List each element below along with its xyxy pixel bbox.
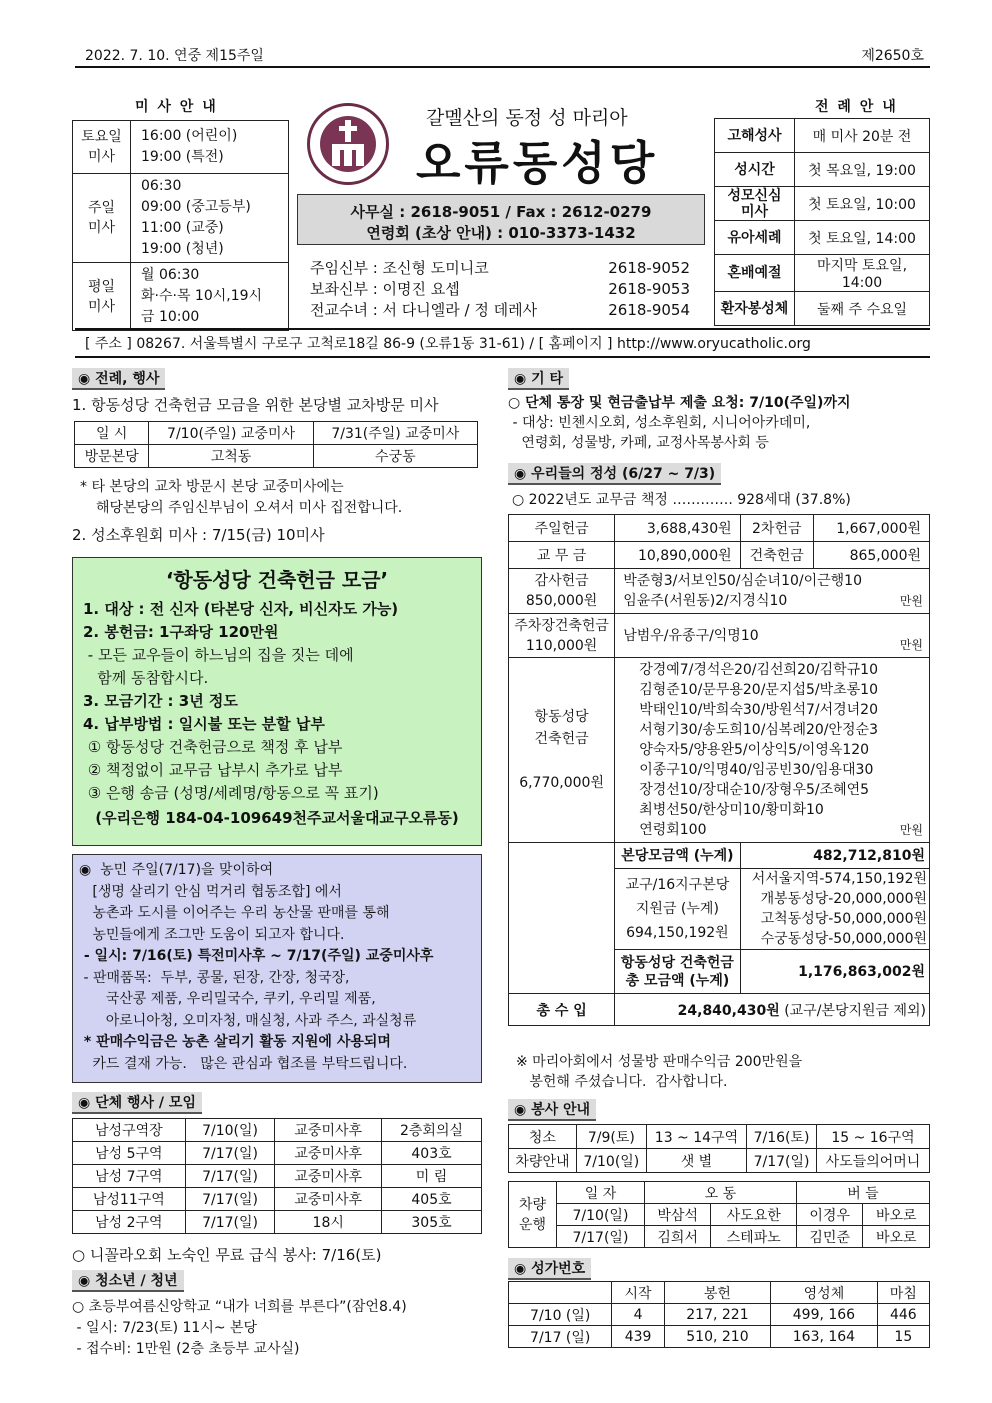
parish-logo: [307, 103, 389, 185]
group-row: [73, 1142, 482, 1165]
parking-name: 남범우/유종구/익명10: [623, 627, 759, 644]
farmers-line: * 판매수익금은 농촌 살리기 활동 지원에 사용되며: [79, 1034, 391, 1050]
visit-note-2: 해당본당의 주임신부님이 오셔서 미사 집전합니다.: [96, 500, 403, 516]
farmers-line: 농민들에게 조그만 도움이 되고자 합니다.: [79, 926, 345, 943]
rite-row: [715, 119, 930, 153]
fund-line: ① 항동성당 건축헌금으로 책정 후 납부: [83, 738, 343, 756]
etc-notice: [508, 393, 851, 453]
maria-line: ※ 마리아회에서 성물방 판매수익금 200만원을: [516, 1054, 803, 1070]
etc-line: 연령회, 성물방, 카페, 교정사목봉사회 등: [508, 435, 769, 451]
rite-time: 매 미사 20분 전: [795, 119, 930, 153]
rite-name: 성모신심 미사: [715, 187, 795, 221]
rite-time: 첫 토요일, 10:00: [795, 187, 930, 221]
hymn-row: [509, 1304, 930, 1326]
offer-cell: 건축헌금: [740, 542, 813, 569]
mass-times: 06:30 09:00 (중고등부) 11:00 (교중) 19:00 (청년): [131, 174, 289, 263]
car-cell: 7/10(일): [557, 1204, 645, 1226]
car-cell: 바오로: [863, 1226, 930, 1248]
group-cell: 미 림: [382, 1165, 482, 1188]
fund-line: ② 책정없이 교무금 납부시 추가로 납부: [83, 761, 343, 779]
visit-cell: 방문본당: [75, 445, 149, 468]
hymn-cell: 봉헌: [664, 1282, 770, 1304]
group-cell: 남성 2구역: [73, 1211, 186, 1234]
building-fund-box: [72, 557, 482, 846]
service-cell: 사도들의어머니: [816, 1149, 929, 1173]
priest-name: 전교수녀 : 서 다니엘라 / 정 데레사: [310, 301, 538, 319]
rite-name: 고해성사: [715, 119, 795, 153]
service-cell: 차량안내: [509, 1149, 577, 1173]
rite-name: 성시간: [715, 153, 795, 187]
thanks-row: [509, 569, 930, 614]
fund-line: 3. 모금기간 : 3년 정도: [83, 692, 238, 710]
total-row: [509, 994, 930, 1026]
hangdong-unit: 만원: [899, 823, 923, 837]
rite-time: 첫 목요일, 19:00: [795, 153, 930, 187]
support-label: 교구/16지구본당 지원금 (누계) 694,150,192원: [615, 869, 740, 950]
hangdong-name: 박태인10/박희숙30/방원석7/서경녀20: [639, 702, 878, 718]
offer-row: [509, 515, 930, 542]
group-row: [73, 1119, 482, 1142]
maria-notice: [516, 1052, 802, 1092]
service-cell: 7/9(토): [576, 1125, 646, 1149]
offering-table: [508, 514, 930, 1026]
mass-day: 토요일 미사: [73, 121, 131, 174]
hangdong-names: [615, 658, 930, 843]
support-spacer: [509, 869, 615, 950]
hangdong-label: 항동성당 건축헌금 6,770,000원: [509, 658, 615, 843]
car-table: [508, 1181, 930, 1248]
hymn-table: [508, 1281, 930, 1348]
group-cell: 18시: [275, 1211, 382, 1234]
section-groups: ◉ 단체 행사 / 모임: [72, 1092, 202, 1114]
section-liturgy: ◉ 전례, 행사: [72, 368, 165, 390]
hymn-cell: 7/10 (일): [509, 1304, 612, 1326]
car-cell: 7/17(일): [557, 1226, 645, 1248]
mass-day: 평일 미사: [73, 263, 131, 331]
car-head: 일 자: [557, 1182, 645, 1204]
rite-row: [715, 221, 930, 255]
farmers-line: 아로니아청, 오미자청, 매실청, 사과 주스, 과실청류: [79, 1012, 417, 1029]
mass-times: 16:00 (어린이) 19:00 (특전): [131, 121, 289, 174]
total-label: 총 수 입: [509, 994, 615, 1026]
service-cell: 15 ~ 16구역: [816, 1125, 929, 1149]
rites-title: 전 례 안 내: [815, 99, 898, 115]
service-cell: 7/10(일): [576, 1149, 646, 1173]
car-cell: 김희서: [644, 1226, 711, 1248]
total-note: (교구/본당지원금 제외): [784, 1002, 926, 1019]
hymn-cell: 510, 210: [664, 1326, 770, 1348]
hymn-cell: 499, 166: [771, 1304, 877, 1326]
hangdong-name: 이종구10/익명40/임공빈30/임용대30: [639, 762, 874, 778]
census-line: ○ 2022년도 교무금 책정 …………. 928세대 (37.8%): [512, 492, 851, 508]
service-cell: 7/17(일): [747, 1149, 817, 1173]
offer-cell: 3,688,430원: [615, 515, 740, 542]
rite-row: [715, 255, 930, 292]
etc-line: - 대상: 빈첸시오회, 성소후원회, 시니어아카데미,: [508, 415, 811, 431]
service-row: [509, 1125, 930, 1149]
offer-row: [509, 542, 930, 569]
total-value-cell: [615, 994, 930, 1026]
priest-row: [310, 300, 690, 321]
hymn-cell: 446: [877, 1304, 929, 1326]
priest-row: [310, 258, 690, 279]
maria-line: 봉헌해 주셨습니다. 감사합니다.: [516, 1074, 728, 1090]
group-cell: 교중미사후: [275, 1119, 382, 1142]
thanks-unit: 만원: [899, 594, 923, 608]
section-service: ◉ 봉사 안내: [508, 1099, 596, 1121]
farmers-line: - 판매품목: 두부, 콩물, 된장, 간장, 청국장,: [79, 969, 350, 986]
offer-cell: 10,890,000원: [615, 542, 740, 569]
mass-title: 미 사 안 내: [135, 99, 218, 115]
mass-times: 월 06:30 화·수·목 10시,19시 금 10:00: [131, 263, 289, 331]
hangdong-row: [509, 658, 930, 843]
header-date: 2022. 7. 10. 연중 제15주일: [85, 48, 264, 64]
visit-table: [74, 421, 478, 468]
our-total-label: 본당모금액 (누계): [615, 843, 740, 869]
parking-unit: 만원: [899, 638, 923, 652]
group-cell: 405호: [382, 1188, 482, 1211]
offer-cell: 1,667,000원: [813, 515, 929, 542]
farmers-line: ◉ 농민 주일(7/17)을 맞이하여: [79, 862, 274, 878]
contact-box: [297, 194, 705, 245]
hymn-row: [509, 1282, 930, 1304]
group-row: [73, 1211, 482, 1234]
hymn-cell: 7/17 (일): [509, 1326, 612, 1348]
youth-notice: [72, 1297, 407, 1360]
address: [ 주소 ] 08267. 서울특별시 구로구 고척로18길 86-9 (오류1동 31-61) / [ 홈페이지 ] http://www.oryucatholic.org: [85, 336, 811, 352]
hymn-cell: [509, 1282, 612, 1304]
hymn-cell: 217, 221: [664, 1304, 770, 1326]
farmers-line: 국산콩 제품, 우리밀국수, 쿠키, 우리밀 제품,: [79, 991, 376, 1007]
service-cell: 샛 별: [646, 1149, 746, 1173]
hangdong-name: 양숙자5/양용완5/이상익5/이영옥120: [639, 742, 870, 758]
section-etc: ◉ 기 타: [508, 368, 569, 390]
our-total-value: 482,712,810원: [740, 843, 929, 869]
service-cell: 13 ~ 14구역: [646, 1125, 746, 1149]
build-total-row: [509, 950, 930, 994]
mass-row: [73, 174, 289, 263]
parking-names: [615, 614, 930, 658]
hymn-cell: 시작: [612, 1282, 664, 1304]
section-youth: ◉ 청소년 / 청년: [72, 1270, 184, 1292]
car-cell: 스테파노: [711, 1226, 796, 1248]
parish-subtitle: 갈멜산의 동정 성 마리아: [426, 107, 628, 129]
offer-cell: 865,000원: [813, 542, 929, 569]
farmers-box: [72, 854, 482, 1083]
group-row: [73, 1165, 482, 1188]
fund-line: 1. 대상 : 전 신자 (타본당 신자, 비신자도 가능): [83, 600, 399, 618]
car-row: [509, 1226, 930, 1248]
vocation-mass: 2. 성소후원회 미사 : 7/15(금) 10미사: [72, 526, 325, 544]
fund-line: ③ 은행 송금 (성명/세례명/항동으로 꼭 표기): [83, 784, 379, 802]
build-total-value: 1,176,863,002원: [740, 950, 929, 994]
group-cell: 7/17(일): [185, 1165, 275, 1188]
offer-cell: 2차헌금: [740, 515, 813, 542]
hangdong-name: 최병선50/한상미10/황미화10: [639, 802, 824, 818]
rite-time: 첫 토요일, 14:00: [795, 221, 930, 255]
group-cell: 교중미사후: [275, 1142, 382, 1165]
fund-line: 함께 동참합시다.: [83, 669, 209, 687]
car-head: 버 들: [796, 1182, 929, 1204]
support-items: 서서울지역-574,150,192원 개봉동성당-20,000,000원 고척동성당-50,000,000원 수궁동성당-50,000,000원: [740, 869, 929, 950]
hymn-row: [509, 1326, 930, 1348]
fund-line: 2. 봉헌금: 1구좌당 120만원: [83, 623, 279, 641]
mass-row: [73, 121, 289, 174]
thanks-label: 감사헌금 850,000원: [509, 569, 615, 614]
priest-row: [310, 279, 690, 300]
visit-note-1: * 타 본당의 교차 방문시 본당 교중미사에는: [80, 479, 344, 495]
visit-cell: 고척동: [149, 445, 313, 468]
service-cell: 청소: [509, 1125, 577, 1149]
hymn-cell: 영성체: [771, 1282, 877, 1304]
build-total-spacer: [509, 950, 615, 994]
farmers-line: [생명 살리기 안심 먹거리 협동조합] 에서: [79, 883, 342, 900]
service-row: [509, 1149, 930, 1173]
group-cell: 305호: [382, 1211, 482, 1234]
thanks-names: [615, 569, 930, 614]
parking-label: 주차장건축헌금 110,000원: [509, 614, 615, 658]
build-total-label: 항동성당 건축헌금 총 모금액 (누계): [615, 950, 740, 994]
parish-name: 오류동성당: [416, 136, 659, 190]
car-head-row: [509, 1182, 930, 1204]
car-label: 차량 운행: [509, 1182, 557, 1248]
fund-line: 4. 납부방법 : 일시불 또는 분할 납부: [83, 715, 325, 733]
car-cell: 김민준: [796, 1226, 863, 1248]
group-row: [73, 1188, 482, 1211]
rite-name: 혼배예절: [715, 255, 795, 292]
priest-name: 주임신부 : 조신형 도미니코: [310, 259, 489, 277]
mass-table: [72, 120, 289, 331]
car-head: 오 동: [644, 1182, 796, 1204]
hangdong-name: 서형기30/송도희10/심복례20/안정순3: [639, 722, 878, 738]
service-table: [508, 1124, 930, 1173]
farmers-line: - 일시: 7/16(토) 특전미사후 ~ 7/17(주일) 교중미사후: [79, 948, 434, 964]
our-total-row: [509, 843, 930, 869]
group-cell: 교중미사후: [275, 1188, 382, 1211]
mass-row: [73, 263, 289, 331]
visit-row: [75, 445, 478, 468]
rite-time: 둘째 주 수요일: [795, 292, 930, 326]
visit-row: [75, 422, 478, 445]
offer-cell: 교 무 금: [509, 542, 615, 569]
group-cell: 남성구역장: [73, 1119, 186, 1142]
visit-cell: 일 시: [75, 422, 149, 445]
nicolas-notice: ○ 니꼴라오회 노숙인 무료 급식 봉사: 7/16(토): [72, 1246, 382, 1264]
group-cell: 교중미사후: [275, 1165, 382, 1188]
service-cell: 7/16(토): [747, 1125, 817, 1149]
priest-phone: 2618-9053: [608, 280, 690, 298]
group-cell: 7/10(일): [185, 1119, 275, 1142]
hymn-cell: 4: [612, 1304, 664, 1326]
group-cell: 7/17(일): [185, 1188, 275, 1211]
car-row: [509, 1204, 930, 1226]
section-offering: ◉ 우리들의 정성 (6/27 ~ 7/3): [508, 463, 721, 485]
parking-row: [509, 614, 930, 658]
priest-phone: 2618-9054: [608, 301, 690, 319]
group-cell: 7/17(일): [185, 1142, 275, 1165]
hangdong-name: 연령회100: [639, 822, 707, 838]
group-cell: 7/17(일): [185, 1211, 275, 1234]
visit-heading: 1. 항동성당 건축헌금 모금을 위한 본당별 교차방문 미사: [72, 396, 439, 414]
mass-day: 주일 미사: [73, 174, 131, 263]
group-cell: 2층회의실: [382, 1119, 482, 1142]
youth-line: ○ 초등부여름신앙학교 “내가 너희를 부른다”(잠언8.4): [72, 1299, 407, 1315]
car-cell: 박삼석: [644, 1204, 711, 1226]
group-cell: 남성11구역: [73, 1188, 186, 1211]
rite-row: [715, 292, 930, 326]
priest-name: 보좌신부 : 이명진 요셉: [310, 280, 460, 298]
group-cell: 남성 5구역: [73, 1142, 186, 1165]
church-icon: [318, 114, 378, 174]
group-cell: 남성 7구역: [73, 1165, 186, 1188]
farmers-line: 카드 결재 가능. 많은 관심과 협조를 부탁드립니다.: [79, 1055, 408, 1072]
rites-table: [714, 118, 930, 326]
office-phone: 사무실 : 2618-9051 / Fax : 2612-0279: [350, 203, 652, 221]
visit-cell: 수궁동: [313, 445, 477, 468]
visit-cell: 7/31(주일) 교중미사: [313, 422, 477, 445]
issue-number: 제2650호: [861, 48, 924, 64]
car-cell: 바오로: [863, 1204, 930, 1226]
union-phone: 연령회 (초상 안내) : 010-3373-1432: [366, 224, 636, 242]
groups-table: [72, 1118, 482, 1234]
hymn-cell: 15: [877, 1326, 929, 1348]
thanks-name: 박준형3/서보인50/심순녀10/이근행10: [623, 573, 862, 589]
rite-row: [715, 187, 930, 221]
total-value: 24,840,430원: [677, 1002, 780, 1019]
priest-list: [310, 258, 690, 321]
fund-title: ‘항동성당 건축헌금 모금’: [165, 568, 389, 592]
hymn-cell: 163, 164: [771, 1326, 877, 1348]
youth-line: - 접수비: 1만원 (2층 초등부 교사실): [72, 1341, 300, 1357]
group-cell: 403호: [382, 1142, 482, 1165]
section-hymns: ◉ 성가번호: [508, 1258, 591, 1280]
rite-name: 환자봉성체: [715, 292, 795, 326]
hangdong-name: 김형준10/문무용20/문지섭5/박초롱10: [639, 682, 878, 698]
bank-account: (우리은행 184-04-109649천주교서울대교구오류동): [95, 809, 459, 827]
priest-phone: 2618-9052: [608, 259, 690, 277]
etc-line: ○ 단체 통장 및 현금출납부 제출 요청: 7/10(주일)까지: [508, 395, 851, 411]
hangdong-name: 장경선10/장대순10/장형우5/조혜연5: [639, 782, 870, 798]
thanks-name: 임윤주(서원동)2/지경식10: [623, 593, 788, 609]
rite-time: 마지막 토요일, 14:00: [795, 255, 930, 292]
hymn-cell: 마침: [877, 1282, 929, 1304]
rite-row: [715, 153, 930, 187]
our-total-spacer: [509, 843, 615, 869]
support-row: [509, 869, 930, 950]
farmers-line: 농촌과 도시를 이어주는 우리 농산물 판매를 통해: [79, 905, 390, 921]
fund-line: - 모든 교우들이 하느님의 집을 짓는 데에: [83, 646, 354, 664]
hymn-cell: 439: [612, 1326, 664, 1348]
car-cell: 사도요한: [711, 1204, 796, 1226]
car-cell: 이경우: [796, 1204, 863, 1226]
visit-cell: 7/10(주일) 교중미사: [149, 422, 313, 445]
rite-name: 유아세례: [715, 221, 795, 255]
hangdong-name: 강경예7/경석은20/김선희20/김학규10: [639, 662, 878, 678]
youth-line: - 일시: 7/23(토) 11시~ 본당: [72, 1320, 258, 1336]
offer-cell: 주일헌금: [509, 515, 615, 542]
